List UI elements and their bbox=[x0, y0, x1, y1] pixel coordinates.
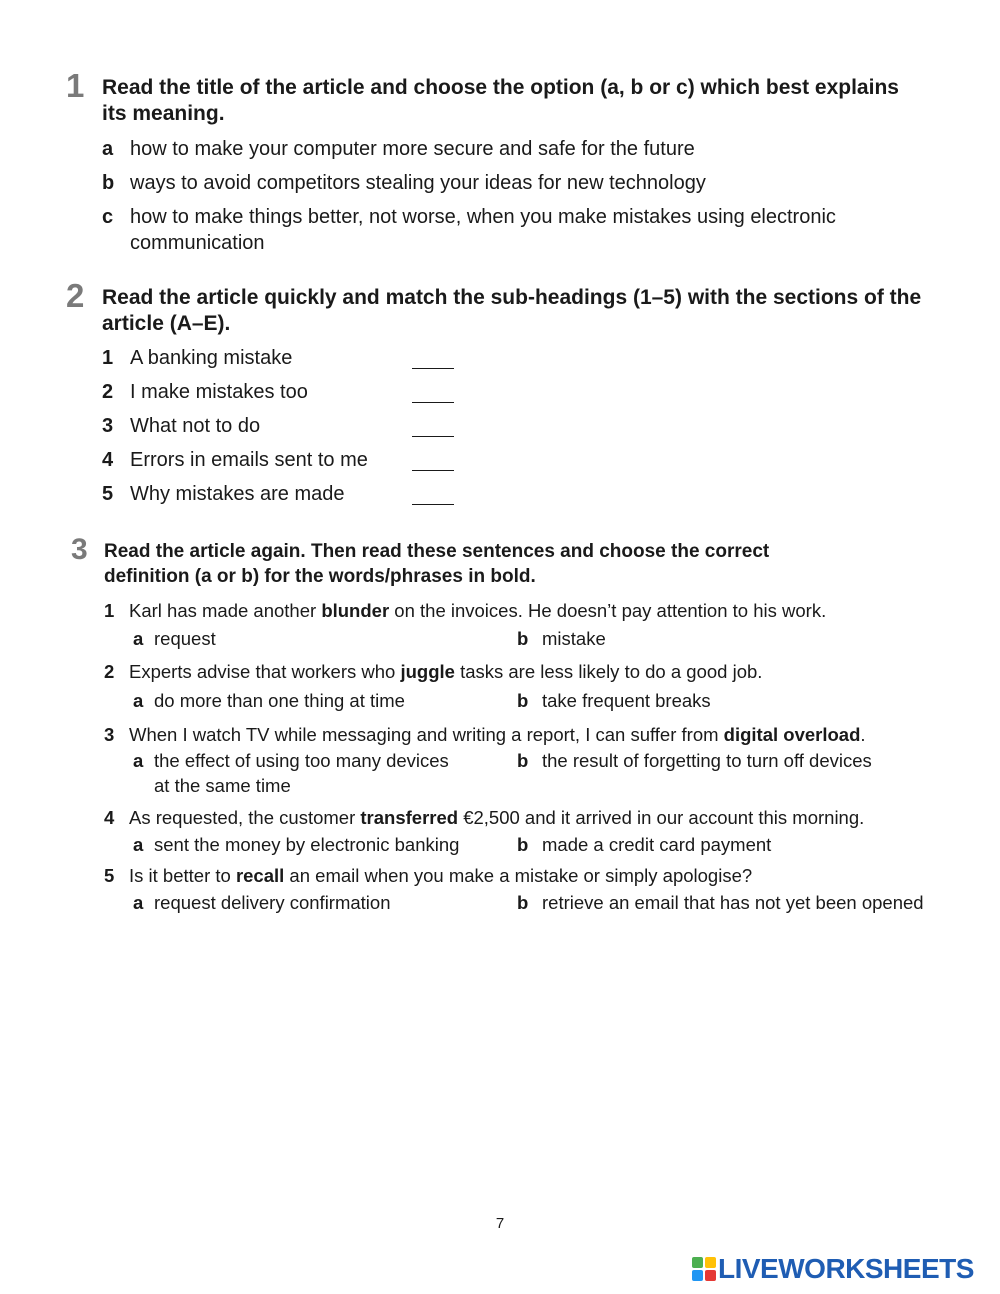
choice-text: made a credit card payment bbox=[542, 834, 772, 855]
choice-text: retrieve an email that has not yet been opened bbox=[542, 892, 924, 913]
choice-text-continued: at the same time bbox=[154, 775, 291, 796]
choice-text: mistake bbox=[542, 628, 606, 649]
question-text: Is it better to recall an email when you make a mistake or simply apologise? bbox=[129, 865, 753, 886]
brand-name: LIVEWORKSHEETS bbox=[718, 1253, 974, 1284]
option-text-continued: communication bbox=[130, 232, 265, 254]
choice-label: a bbox=[133, 892, 144, 913]
item-text: A banking mistake bbox=[130, 347, 293, 369]
answer-blank[interactable] bbox=[412, 368, 454, 369]
choice-label: a bbox=[133, 834, 144, 855]
choice-label: b bbox=[517, 892, 529, 913]
question-text: As requested, the customer transferred €2,500 and it arrived in our account this morning. bbox=[129, 807, 865, 828]
question-text: When I watch TV while messaging and writing a report, I can suffer from digital overload. bbox=[129, 724, 866, 745]
item-text: I make mistakes too bbox=[130, 381, 308, 403]
choice-label: b bbox=[517, 628, 529, 649]
choice-text: take frequent breaks bbox=[542, 690, 711, 711]
item-text: What not to do bbox=[130, 415, 261, 437]
answer-blank[interactable] bbox=[412, 436, 454, 437]
choice-text: request bbox=[154, 628, 216, 649]
item-number: 2 bbox=[102, 381, 114, 403]
exercise-title-line-2: its meaning. bbox=[102, 102, 225, 125]
choice-label: a bbox=[133, 750, 144, 771]
choice-text: sent the money by electronic banking bbox=[154, 834, 460, 855]
question-number: 5 bbox=[104, 865, 115, 886]
liveworksheets-logo-icon bbox=[692, 1257, 716, 1281]
exercise-title-line-1: Read the article again. Then read these sentences and choose the correct bbox=[104, 541, 770, 562]
exercise-number: 3 bbox=[71, 533, 88, 566]
question-number: 3 bbox=[104, 724, 115, 745]
option-label: b bbox=[102, 172, 115, 194]
answer-blank[interactable] bbox=[412, 402, 454, 403]
option-label: c bbox=[102, 206, 114, 228]
item-number: 1 bbox=[102, 347, 114, 369]
choice-label: b bbox=[517, 834, 529, 855]
choice-text: do more than one thing at time bbox=[154, 690, 405, 711]
key-term: juggle bbox=[400, 661, 455, 682]
option-text: how to make things better, not worse, when you make mistakes using electronic bbox=[130, 206, 836, 228]
exercise-number: 2 bbox=[66, 277, 85, 314]
question-number: 2 bbox=[104, 661, 115, 682]
question-number: 4 bbox=[104, 807, 115, 828]
exercise-title-line-1: Read the article quickly and match the sub-headings (1–5) with the sections of the bbox=[102, 286, 922, 309]
exercise-number: 1 bbox=[66, 67, 85, 104]
choice-label: a bbox=[133, 628, 144, 649]
exercise-title-line-2: article (A–E). bbox=[102, 312, 231, 335]
key-term: blunder bbox=[321, 600, 390, 621]
option-label: a bbox=[102, 138, 114, 160]
option-text: ways to avoid competitors stealing your ideas for new technology bbox=[130, 172, 706, 194]
key-term: digital overload bbox=[723, 724, 861, 745]
page-number: 7 bbox=[495, 1215, 505, 1232]
choice-label: b bbox=[517, 750, 529, 771]
exercise-title-line-1: Read the title of the article and choose the option (a, b or c) which best explains bbox=[102, 76, 899, 99]
choice-label: a bbox=[133, 690, 144, 711]
item-number: 3 bbox=[102, 415, 114, 437]
choice-text: request delivery confirmation bbox=[154, 892, 391, 913]
key-term: transferred bbox=[360, 807, 459, 828]
choice-label: b bbox=[517, 690, 529, 711]
item-number: 5 bbox=[102, 483, 114, 505]
choice-text: the result of forgetting to turn off devices bbox=[542, 750, 872, 771]
item-number: 4 bbox=[102, 449, 114, 471]
key-term: recall bbox=[235, 865, 285, 886]
item-text: Errors in emails sent to me bbox=[130, 449, 368, 471]
answer-blank[interactable] bbox=[412, 504, 454, 505]
exercise-title-line-2: definition (a or b) for the words/phrases in bold. bbox=[104, 566, 536, 587]
answer-blank[interactable] bbox=[412, 470, 454, 471]
question-number: 1 bbox=[104, 600, 115, 621]
question-text: Experts advise that workers who juggle tasks are less likely to do a good job. bbox=[129, 661, 763, 682]
option-text: how to make your computer more secure and safe for the future bbox=[130, 138, 695, 160]
choice-text: the effect of using too many devices bbox=[154, 750, 449, 771]
question-text: Karl has made another blunder on the invoices. He doesn’t pay attention to his work. bbox=[129, 600, 827, 621]
item-text: Why mistakes are made bbox=[130, 483, 345, 505]
